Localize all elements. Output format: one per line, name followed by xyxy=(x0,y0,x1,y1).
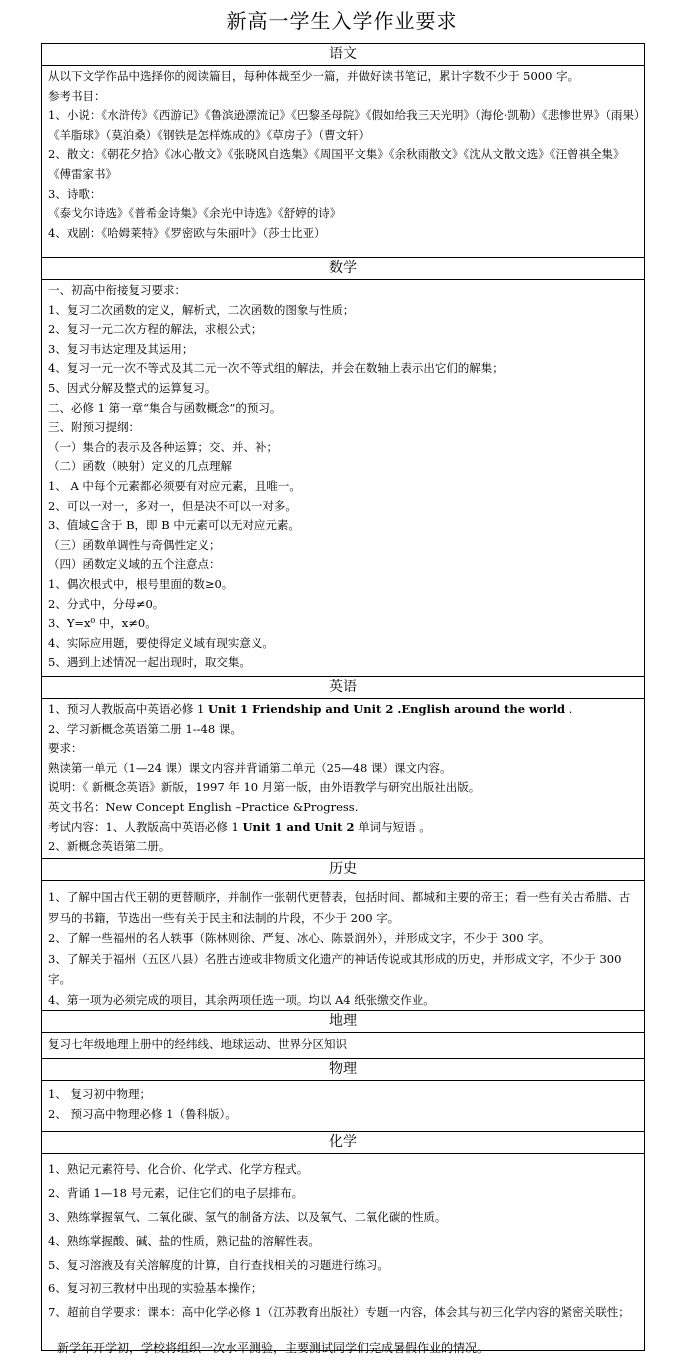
section-body-physics xyxy=(42,1081,644,1132)
english-units-text: Unit 1 Friendship and Unit 2 .English around the world xyxy=(207,702,566,716)
chemistry-line: 2、背诵 1—18 号元素，记住它们的电子层排布。 xyxy=(48,1185,304,1200)
section-heading-chinese: 语文 xyxy=(42,44,644,66)
math-line: （四）函数定义域的五个注意点： xyxy=(48,557,221,572)
section-heading-geography: 地理 xyxy=(42,1011,644,1033)
english-line-text: 1、预习人教版高中英语必修 1 xyxy=(48,702,208,716)
math-line: 1、偶次根式中，根号里面的数≥0。 xyxy=(48,576,234,591)
math-line: 一、初高中衔接复习要求： xyxy=(48,283,186,297)
math-line: （三）函数单调性与奇偶性定义； xyxy=(48,537,221,552)
math-line: 3、复习韦达定理及其运用； xyxy=(48,341,194,356)
english-line: 英文书名：New Concept English –Practice &Progress. xyxy=(48,799,359,814)
footer-note: 新学年开学初，学校将组织一次水平测验，主要测试同学们完成暑假作业的情况。 xyxy=(57,1341,490,1355)
english-line-text: 考试内容：1、人教版高中英语必修 1 xyxy=(48,819,243,834)
math-line: （二）函数（映射）定义的几点理解 xyxy=(48,459,232,474)
english-line xyxy=(48,700,640,720)
section-heading-physics: 物理 xyxy=(42,1059,644,1081)
physics-line: 2、 预习高中物理必修 1（鲁科版）。 xyxy=(48,1106,237,1121)
chinese-line: 从以下文学作品中选择你的阅读篇目，每种体裁至少一篇，并做好读书笔记，累计字数不少于 5000 字。 xyxy=(48,69,580,83)
english-line: 2、学习新概念英语第二册 1--48 课。 xyxy=(48,721,242,736)
chemistry-line: 6、复习初三教材中出现的实验基本操作； xyxy=(48,1281,263,1296)
math-line: 三、附预习提纲： xyxy=(48,420,140,435)
section-body-english xyxy=(42,699,644,859)
chemistry-line: 5、复习溶液及有关溶解度的计算，自行查找相关的习题进行练习。 xyxy=(48,1257,389,1272)
math-line: 1、复习二次函数的定义，解析式，二次函数的图象与性质； xyxy=(48,302,355,317)
section-body-history xyxy=(42,881,644,1011)
math-line: 二、必修 1 第一章“集合与函数概念”的预习。 xyxy=(48,400,282,415)
english-line-text: 单词与短语 。 xyxy=(354,819,431,834)
section-heading-history: 历史 xyxy=(42,859,644,881)
math-line: 5、遇到上述情况一起出现时，取交集。 xyxy=(48,655,251,670)
homework-table xyxy=(41,43,645,1351)
chemistry-line: 1、熟记元素符号、化合价、化学式、化学方程式。 xyxy=(48,1162,309,1176)
math-line: 4、实际应用题，要使得定义域有现实意义。 xyxy=(48,635,274,650)
math-line: （一）集合的表示及各种运算；交、并、补； xyxy=(48,439,278,454)
math-line: 2、复习一元二次方程的解法，求根公式； xyxy=(48,322,263,337)
english-line: 说明：《 新概念英语》新版，1997 年 10 月第一版，由外语教学与研究出版社出版。 xyxy=(48,780,481,795)
chemistry-line: 4、熟练掌握酸、碱、盐的性质，熟记盐的溶解性表。 xyxy=(48,1233,320,1248)
english-units-text: Unit 1 and Unit 2 xyxy=(242,819,355,834)
chemistry-line: 3、熟练掌握氧气、二氧化碳、氢气的制备方法、以及氧气、二氧化碳的性质。 xyxy=(48,1209,447,1224)
geography-line: 复习七年级地理上册中的经纬线、地球运动、世界分区知识 xyxy=(48,1037,347,1051)
math-line: 2、分式中，分母≠0。 xyxy=(48,596,165,611)
english-line xyxy=(48,818,640,838)
math-line: 4、复习一元一次不等式及其二元一次不等式组的解法，并会在数轴上表示出它们的解集； xyxy=(48,361,504,376)
section-heading-chemistry: 化学 xyxy=(42,1132,644,1154)
section-body-chinese xyxy=(42,66,644,258)
history-line: 1、了解中国古代王朝的更替顺序，并制作一张朝代更替表，包括时间、都城和主要的帝王；看一些有关古希腊、古罗马的书籍，节选出一些有关于民主和法制的片段，不少于 200 字。 xyxy=(48,890,631,925)
chinese-line: 2、散文：《朝花夕拾》《冰心散文》《张晓风自选集》《周国平文集》《余秋雨散文》《沈从文散文选》《汪曾祺全集》《傅雷家书》 xyxy=(48,147,625,181)
chemistry-line: 7、超前自学要求：课本：高中化学必修 1（江苏教育出版社）专题一内容，体会其与初三化学内容的紧密关联性； xyxy=(48,1305,630,1320)
physics-line: 1、 复习初中物理； xyxy=(48,1087,151,1101)
chinese-line: 参考书目： xyxy=(48,88,106,103)
math-line: 5、因式分解及整式的运算复习。 xyxy=(48,380,217,395)
english-line: 要求： xyxy=(48,741,83,756)
section-body-chemistry xyxy=(42,1154,644,1351)
history-line: 4、第一项为必须完成的项目，其余两项任选一项。均以 A4 纸张缴交作业。 xyxy=(48,992,435,1007)
math-line: 3、Y=x⁰ 中，x≠0。 xyxy=(48,616,157,631)
math-line: 1、 A 中每个元素都必须要有对应元素，且唯一。 xyxy=(48,478,301,493)
section-heading-english: 英语 xyxy=(42,677,644,699)
math-line: 2、可以一对一，多对一，但是决不可以一对多。 xyxy=(48,498,297,513)
english-line: 2、新概念英语第二册。 xyxy=(48,839,171,854)
section-body-geography xyxy=(42,1033,644,1059)
document-title: 新高一学生入学作业要求 xyxy=(226,9,458,33)
english-line: 熟读第一单元（1—24 课）课文内容并背诵第二单元（25—48 课）课文内容。 xyxy=(48,760,452,775)
english-line-text: . xyxy=(565,702,573,716)
history-line: 2、了解一些福州的名人轶事（陈林则徐、严复、冰心、陈景润外），并形成文字，不少于 300 字。 xyxy=(48,931,551,945)
section-heading-math: 数学 xyxy=(42,258,644,280)
chinese-line: 3、诗歌： xyxy=(48,186,102,201)
chinese-line: 1、小说：《水浒传》《西游记》《鲁滨逊漂流记》《巴黎圣母院》《假如给我三天光明》（海伦·凯勒）《悲惨世界》（雨果）《羊脂球》（莫泊桑）《钢铁是怎样炼成的》《草房子》（曹文轩） xyxy=(48,108,640,142)
history-line: 3、了解关于福州（五区八县）名胜古迹或非物质文化遗产的神话传说或其形成的历史，并形成文字，不少于 300 字。 xyxy=(48,951,622,986)
chinese-line: 《泰戈尔诗选》《普希金诗集》《余光中诗选》《舒婷的诗》 xyxy=(48,206,342,221)
section-body-math xyxy=(42,280,644,677)
math-line: 3、值域⊆含于 B，即 B 中元素可以无对应元素。 xyxy=(48,518,300,533)
chinese-line: 4、戏剧：《哈姆莱特》《罗密欧与朱丽叶》（莎士比亚） xyxy=(48,225,326,240)
